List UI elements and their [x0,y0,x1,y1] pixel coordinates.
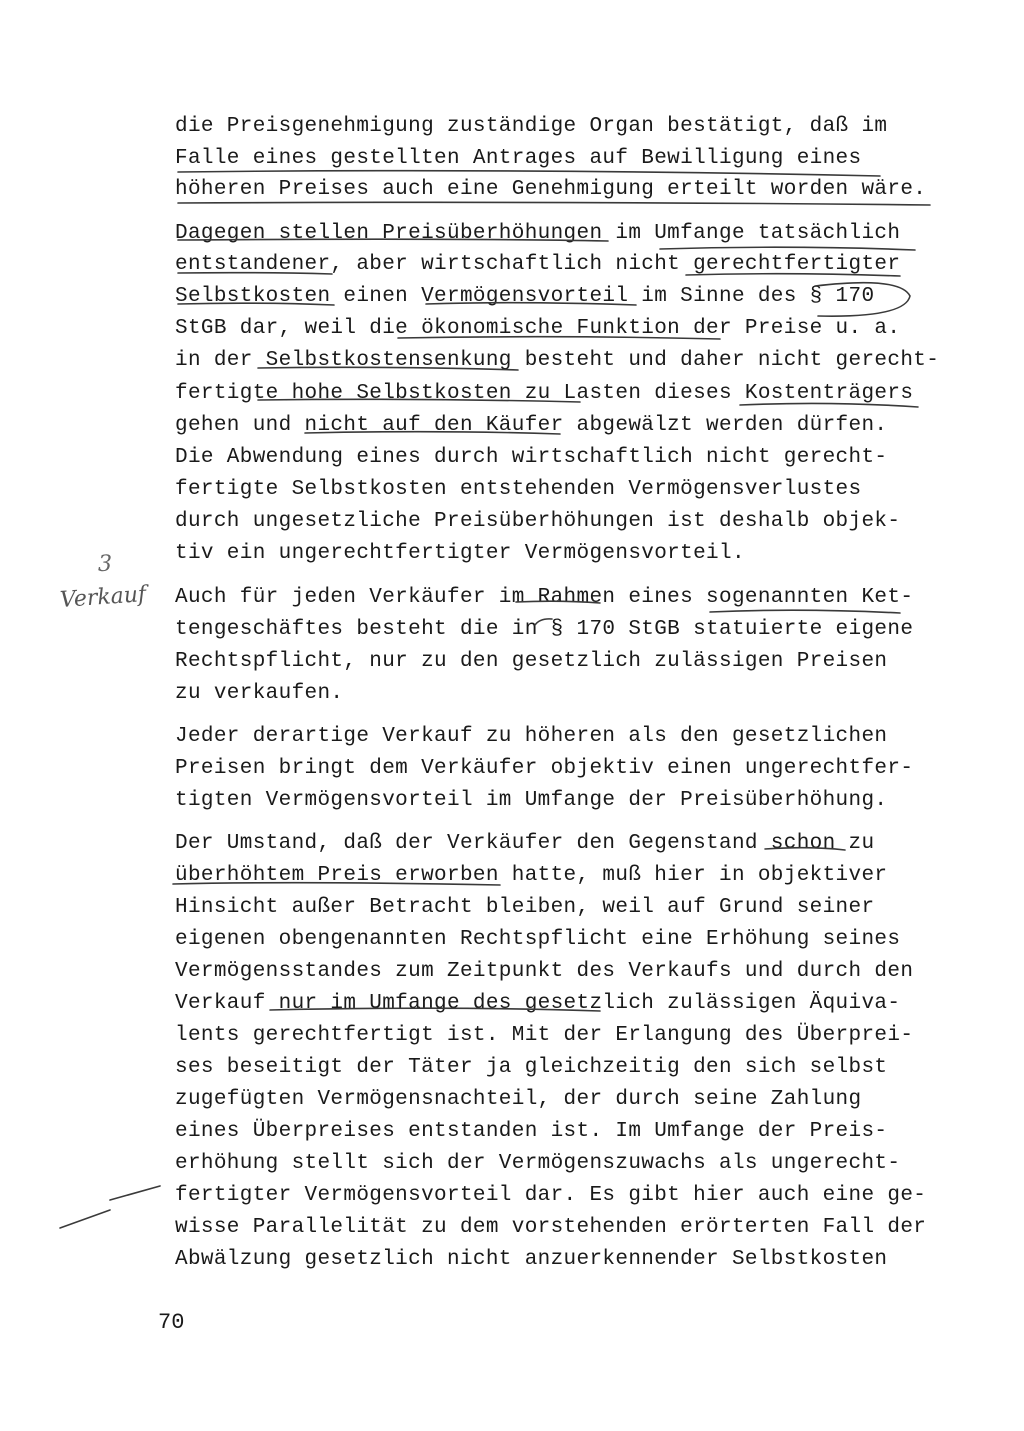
text-line: zugefügten Vermögensnachteil, der durch seine Zahlung [175,1088,862,1111]
text-line: fertigter Vermögensvorteil dar. Es gibt hier auch eine ge- [175,1184,927,1207]
text-line: in der Selbstkostensenkung besteht und daher nicht gerecht- [175,349,940,372]
text-line: Falle eines gestellten Antrages auf Bewilligung eines [175,147,862,170]
text-line: gehen und nicht auf den Käufer abgewälzt werden dürfen. [175,414,888,437]
text-line: StGB dar, weil die ökonomische Funktion der Preise u. a. [175,317,901,340]
margin-stroke [110,1186,160,1200]
text-line: tigten Vermögensvorteil im Umfange der Preisüberhöhung. [175,789,888,812]
text-line: überhöhtem Preis erworben hatte, muß hier in objektiver [175,864,888,887]
text-line: Auch für jeden Verkäufer im Rahmen eines sogenannten Ket- [175,586,914,609]
text-line: Selbstkosten einen Vermögensvorteil im Sinne des § 170 [175,285,875,308]
text-line: Dagegen stellen Preisüberhöhungen im Umfange tatsächlich [175,222,901,245]
margin-stroke [60,1210,110,1228]
text-line: Die Abwendung eines durch wirtschaftlich nicht gerecht- [175,446,888,469]
text-line: fertigte hohe Selbstkosten zu Lasten dieses Kostenträgers [175,382,914,405]
text-line: Verkauf nur im Umfange des gesetzlich zulässigen Äquiva- [175,992,901,1015]
page-number: 70 [158,1310,185,1335]
text-line: erhöhung stellt sich der Vermögenszuwachs als ungerecht- [175,1152,901,1175]
text-line: lents gerechtfertigt ist. Mit der Erlangung des Überprei- [175,1024,914,1047]
text-line: tiv ein ungerechtfertigter Vermögensvorteil. [175,542,745,565]
text-line: die Preisgenehmigung zuständige Organ bestätigt, daß im [175,115,888,138]
text-line: wisse Parallelität zu dem vorstehenden erörterten Fall der [175,1216,927,1239]
text-line: Abwälzung gesetzlich nicht anzuerkennender Selbstkosten [175,1248,888,1271]
text-line: eigenen obengenannten Rechtspflicht eine Erhöhung seines [175,928,901,951]
text-line: entstandener, aber wirtschaftlich nicht gerechtfertigter [175,253,901,276]
text-line: durch ungesetzliche Preisüberhöhungen ist deshalb objek- [175,510,901,533]
text-line: Der Umstand, daß der Verkäufer den Gegenstand schon zu [175,832,875,855]
text-line: Jeder derartige Verkauf zu höheren als den gesetzlichen [175,725,888,748]
margin-number: 3 [98,552,112,577]
text-line: Rechtspflicht, nur zu den gesetzlich zulässigen Preisen [175,650,888,673]
text-line: tengeschäftes besteht die in § 170 StGB statuierte eigene [175,618,914,641]
text-line: zu verkaufen. [175,682,344,705]
text-line: ses beseitigt der Täter ja gleichzeitig den sich selbst [175,1056,888,1079]
text-line: höheren Preises auch eine Genehmigung erteilt worden wäre. [175,178,927,201]
margin-note: Verkauf [59,582,147,613]
text-line: Hinsicht außer Betracht bleiben, weil auf Grund seiner [175,896,875,919]
text-line: Preisen bringt dem Verkäufer objektiv einen ungerechtfer- [175,757,914,780]
text-line: eines Überpreises entstanden ist. Im Umfange der Preis- [175,1120,888,1143]
text-line: Vermögensstandes zum Zeitpunkt des Verkaufs und durch den [175,960,914,983]
text-line: fertigte Selbstkosten entstehenden Vermögensverlustes [175,478,862,501]
